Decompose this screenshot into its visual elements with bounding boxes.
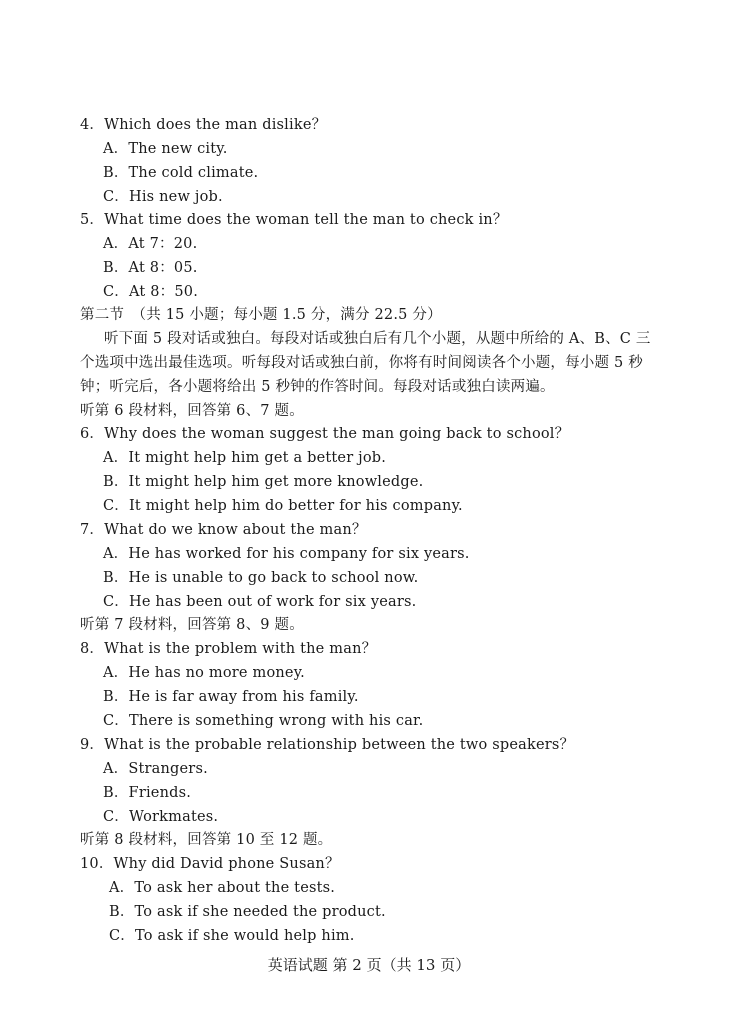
question-5-option-a: A．At 7：20. — [103, 236, 198, 252]
question-9-option-c: C．Workmates. — [103, 809, 219, 825]
material-8-heading: 听第 8 段材料，回答第 10 至 12 题。 — [80, 832, 333, 848]
question-7-option-a: A．He has worked for his company for six years. — [103, 546, 470, 562]
question-9-stem: 9．What is the probable relationship between the two speakers？ — [80, 737, 575, 753]
question-8-stem: 8．What is the problem with the man？ — [80, 641, 377, 657]
question-8-option-c: C．There is something wrong with his car. — [103, 713, 424, 729]
question-7-stem: 7．What do we know about the man？ — [80, 522, 367, 538]
question-9-option-a: A．Strangers. — [103, 761, 208, 777]
question-5-stem: 5．What time does the woman tell the man to check in？ — [80, 212, 508, 228]
question-9-option-b: B．Friends. — [103, 785, 192, 801]
instruction-line-3: 钟；听完后，各小题将给出 5 秒钟的作答时间。每段对话或独白读两遍。 — [80, 379, 555, 395]
question-10-option-a: A．To ask her about the tests. — [109, 880, 336, 896]
question-4-option-b: B．The cold climate. — [103, 165, 259, 181]
instruction-line-1: 听下面 5 段对话或独白。每段对话或独白后有几个小题，从题中所给的 A、B、C 三 — [104, 331, 651, 347]
question-4-option-a: A．The new city. — [103, 141, 228, 157]
question-7-option-c: C．He has been out of work for six years. — [103, 594, 417, 610]
question-4-stem: 4．Which does the man dislike？ — [80, 117, 327, 133]
question-6-option-b: B．It might help him get more knowledge. — [103, 474, 424, 490]
question-4-option-c: C．His new job. — [103, 189, 223, 205]
question-5-option-c: C．At 8：50. — [103, 284, 199, 300]
material-6-heading: 听第 6 段材料，回答第 6、7 题。 — [80, 403, 304, 419]
question-8-option-a: A．He has no more money. — [103, 665, 305, 681]
question-6-option-c: C．It might help him do better for his company. — [103, 498, 463, 514]
question-6-option-a: A．It might help him get a better job. — [103, 450, 387, 466]
question-10-option-b: B．To ask if she needed the product. — [109, 904, 386, 920]
question-6-stem: 6．Why does the woman suggest the man going back to school？ — [80, 426, 570, 442]
section-heading: 第二节 （共 15 小题；每小题 1.5 分，满分 22.5 分） — [80, 307, 442, 323]
material-7-heading: 听第 7 段材料，回答第 8、9 题。 — [80, 617, 304, 633]
instruction-line-2: 个选项中选出最佳选项。听每段对话或独白前，你将有时间阅读各个小题，每小题 5 秒 — [80, 355, 643, 371]
question-7-option-b: B．He is unable to go back to school now. — [103, 570, 419, 586]
page-footer: 英语试题 第 2 页（共 13 页） — [267, 956, 471, 974]
question-8-option-b: B．He is far away from his family. — [103, 689, 359, 705]
question-10-option-c: C．To ask if she would help him. — [109, 928, 355, 944]
question-10-stem: 10．Why did David phone Susan？ — [80, 856, 340, 872]
question-5-option-b: B．At 8：05. — [103, 260, 198, 276]
